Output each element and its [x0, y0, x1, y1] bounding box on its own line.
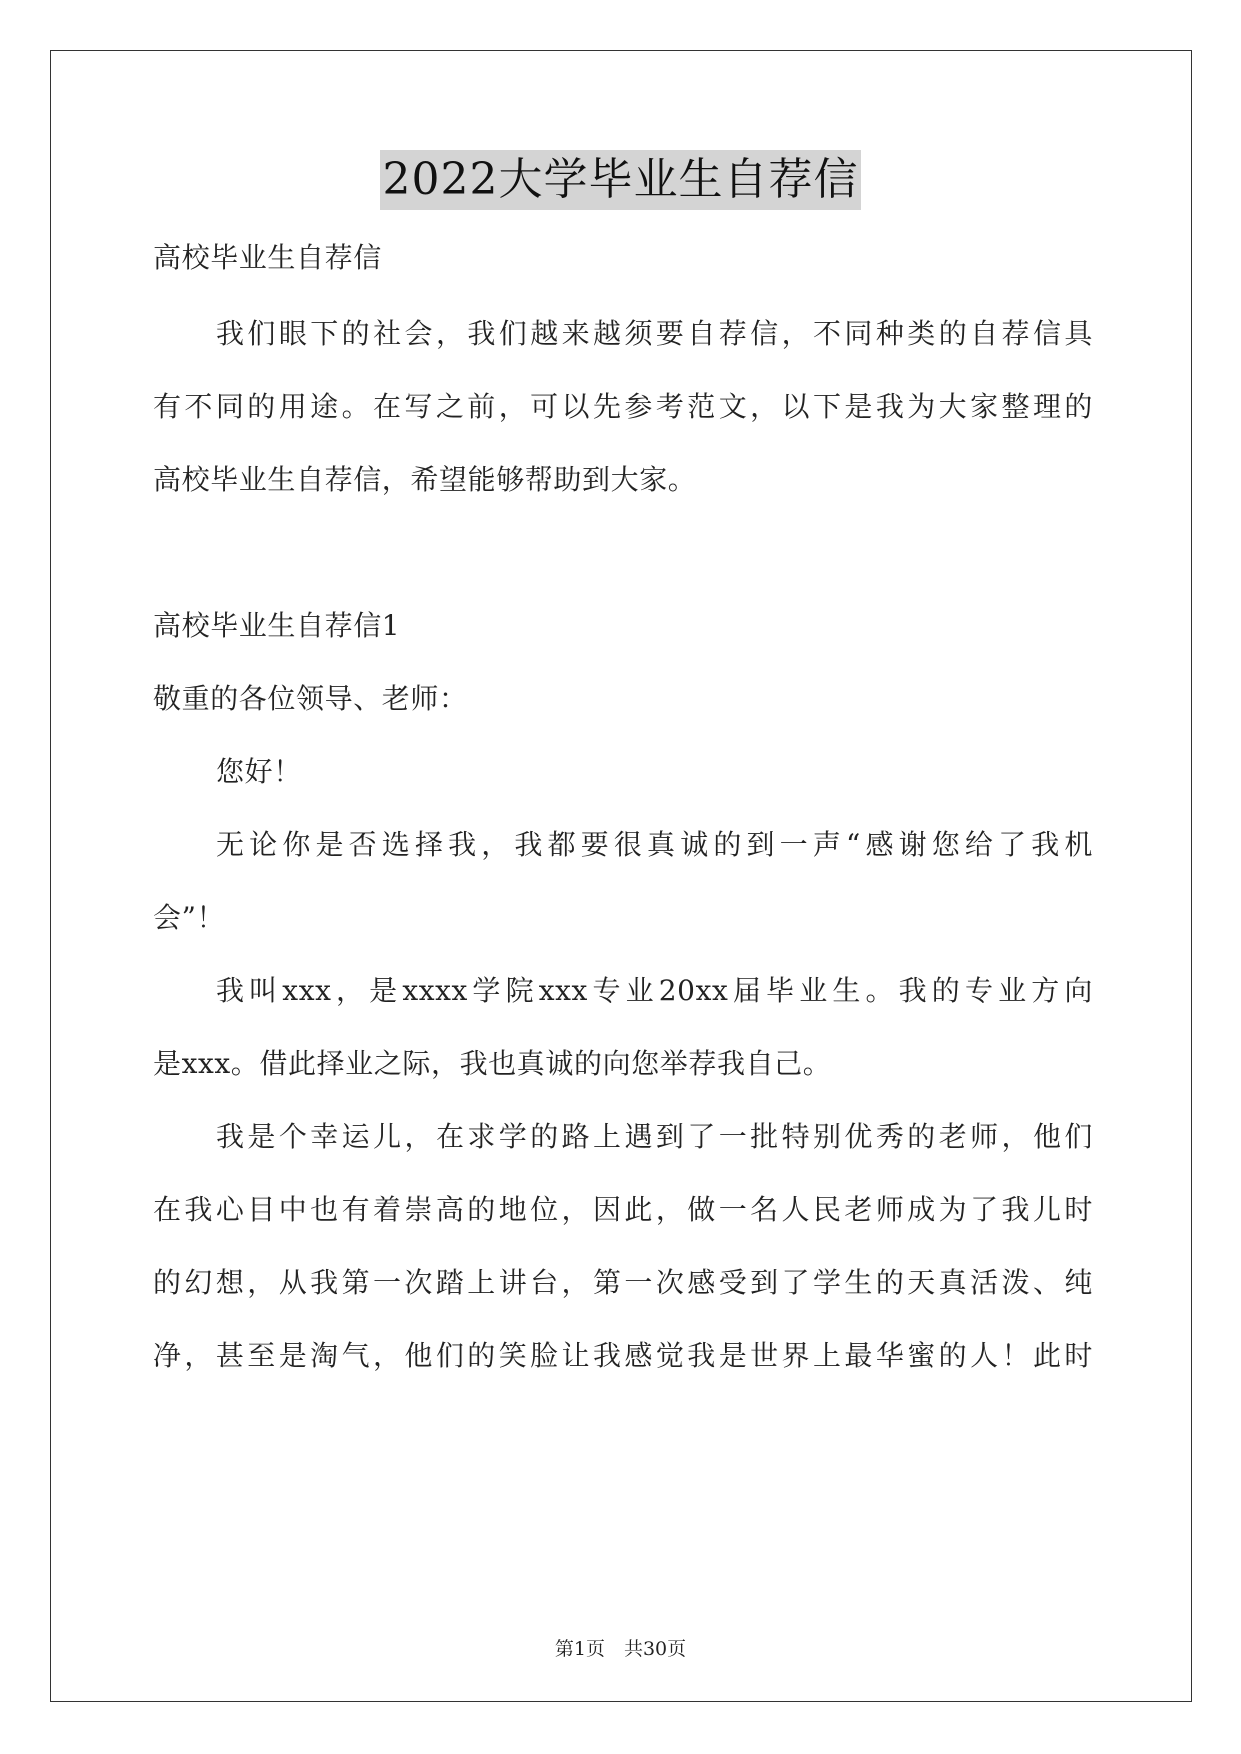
title-container [0, 150, 1241, 210]
body-line: 是xxx。借此择业之际，我也真诚的向您举荐我自己。 [153, 1047, 832, 1080]
section-heading: 高校毕业生自荐信 [153, 241, 382, 274]
body-line: 有不同的用途。在写之前，可以先参考范文，以下是我为大家整理的 [153, 390, 1093, 423]
body-line: 会”！ [153, 901, 226, 934]
page-border [50, 50, 1192, 1702]
body-line: 我是个幸运儿，在求学的路上遇到了一批特别优秀的老师，他们 [216, 1120, 1093, 1153]
body-line: 无论你是否选择我，我都要很真诚的到一声“感谢您给了我机 [216, 828, 1093, 861]
body-line: 我叫xxx，是xxxx学院xxx专业20xx届毕业生。我的专业方向 [216, 974, 1093, 1007]
body-line: 高校毕业生自荐信，希望能够帮助到大家。 [153, 463, 697, 496]
body-line: 在我心目中也有着崇高的地位，因此，做一名人民老师成为了我儿时 [153, 1193, 1093, 1226]
body-line: 我们眼下的社会，我们越来越须要自荐信，不同种类的自荐信具 [216, 317, 1093, 350]
body-line: 的幻想，从我第一次踏上讲台，第一次感受到了学生的天真活泼、纯 [153, 1266, 1093, 1299]
letter-heading: 高校毕业生自荐信1 [153, 609, 401, 642]
salutation: 敬重的各位领导、老师： [153, 682, 468, 715]
greeting: 您好！ [216, 755, 302, 788]
page-number-footer: 第1页 共30页 [554, 1638, 687, 1660]
body-line: 净，甚至是淘气，他们的笑脸让我感觉我是世界上最华蜜的人！此时 [153, 1339, 1093, 1372]
document-title: 2022大学毕业生自荐信 [380, 150, 862, 210]
